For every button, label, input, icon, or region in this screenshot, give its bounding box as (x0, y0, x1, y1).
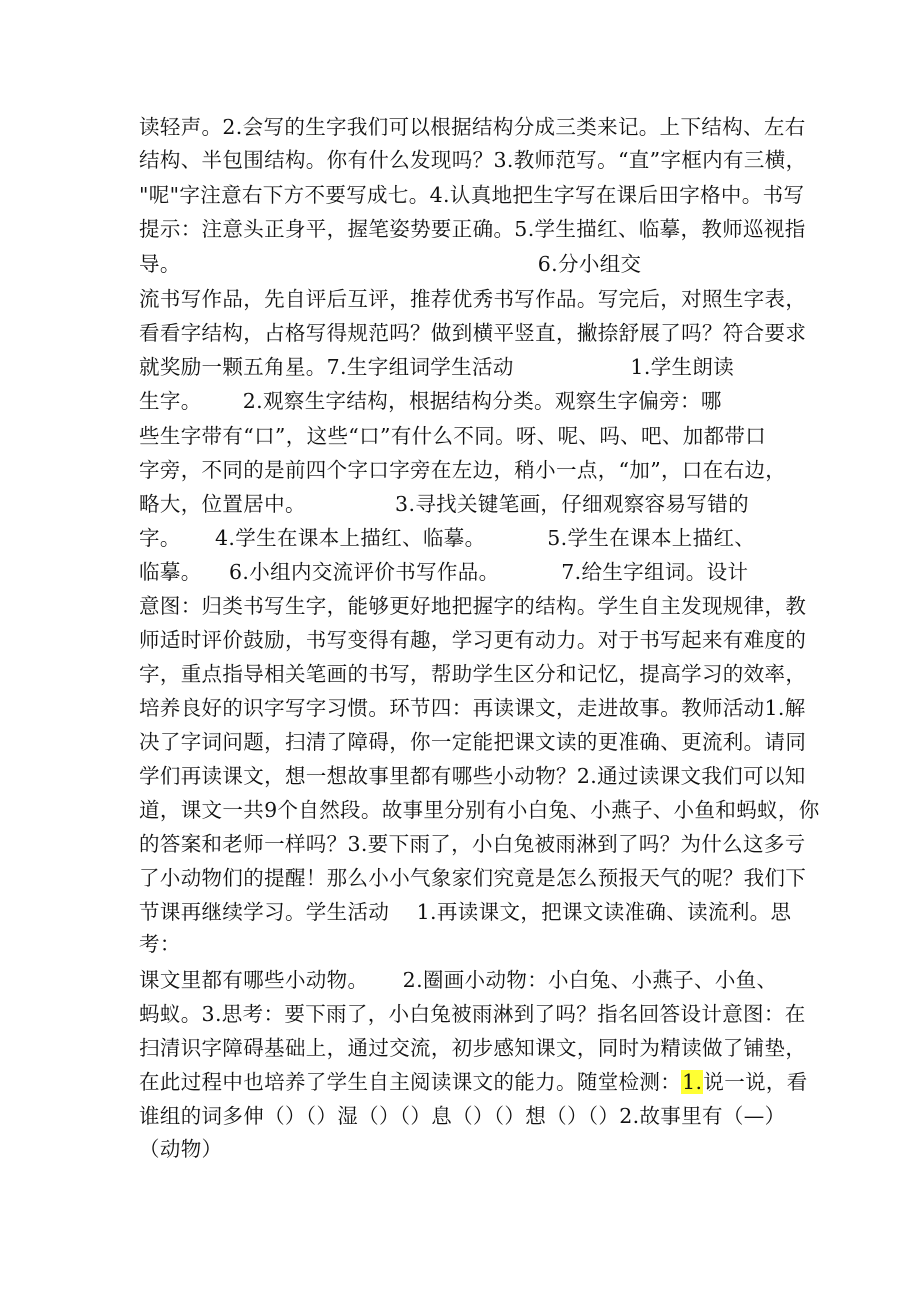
text-line: 节课再继续学习。学生活动 1.再读课文，把课文读准确、读流利。思 (139, 900, 792, 924)
text-line: 提示：注意头正身平，握笔姿势要正确。5.学生描红、临摹，教师巡视指 (139, 217, 806, 241)
text-line (139, 1067, 808, 1097)
text-line: 临摹。 6.小组内交流评价书写作品。 7.给生字组词。设计 (139, 560, 749, 584)
text-line: 扫清识字障碍基础上，通过交流，初步感知课文，同时为精读做了铺垫， (139, 1036, 807, 1060)
text-line: 流书写作品，先自评后互评，推荐优秀书写作品。写完后，对照生字表， (139, 287, 807, 311)
text-line: "呢"字注意右下方不要写成七。4.认真地把生字写在课后田字格中。书写 (139, 183, 805, 207)
text-line: 看看字结构，占格写得规范吗？做到横平竖直，撇捺舒展了吗？符合要求 (139, 321, 807, 345)
text-line: （动物） (139, 1137, 223, 1161)
text-line: 培养良好的识字写字习惯。环节四：再读课文，走进故事。教师活动1.解 (139, 696, 806, 720)
text-line: 意图：归类书写生字，能够更好地把握字的结构。学生自主发现规律，教 (139, 594, 807, 618)
text-line: 些生字带有“口”，这些“口”有什么不同。呀、呢、吗、吧、加都带口 (139, 424, 767, 448)
text-line: 就奖励一颗五角星。7.生字组词学生活动 1.学生朗读 (139, 355, 735, 379)
text-segment: 说一说，看 (703, 1070, 808, 1094)
text-line: 的答案和老师一样吗？3.要下雨了，小白兔被雨淋到了吗？为什么这多亏 (139, 832, 806, 856)
text-line: 谁组的词多伸（）（）湿（）（）息（）（）想（）（）2.故事里有（—） (139, 1104, 786, 1128)
text-line: 字，重点指导相关笔画的书写，帮助学生区分和记忆，提高学习的效率， (139, 662, 807, 686)
text-line: 道，课文一共9个自然段。故事里分别有小白兔、小燕子、小鱼和蚂蚁，你 (139, 798, 820, 822)
text-line: 读轻声。2.会写的生字我们可以根据结构分成三类来记。上下结构、左右 (139, 115, 806, 139)
text-line: 考： (139, 932, 181, 956)
text-line: 课文里都有哪些小动物。 2.圈画小动物：小白兔、小燕子、小鱼、 (139, 968, 778, 992)
text-line: 生字。 2.观察生字结构，根据结构分类。观察生字偏旁：哪 (139, 389, 722, 413)
text-line: 导。 6.分小组交 (139, 252, 642, 276)
highlighted-text: 1. (682, 1070, 703, 1094)
text-line: 师适时评价鼓励，书写变得有趣，学习更有动力。对于书写起来有难度的 (139, 628, 807, 652)
text-line: 蚂蚁。3.思考：要下雨了，小白兔被雨淋到了吗？指名回答设计意图：在 (139, 1002, 806, 1026)
text-segment: 在此过程中也培养了学生自主阅读课文的能力。随堂检测： (139, 1070, 682, 1094)
text-line: 决了字词问题，扫清了障碍，你一定能把课文读的更准确、更流利。请同 (139, 730, 807, 754)
text-line: 字。 4.学生在课本上描红、临摹。 5.学生在课本上描红、 (139, 526, 756, 550)
text-line: 字旁，不同的是前四个字口字旁在左边，稍小一点，“加”，口在右边， (139, 458, 787, 482)
text-line: 学们再读课文，想一想故事里都有哪些小动物？2.通过读课文我们可以知 (139, 764, 806, 788)
text-line: 了小动物们的提醒！那么小小气象家们究竟是怎么预报天气的呢？我们下 (139, 866, 807, 890)
text-line: 略大，位置居中。 3.寻找关键笔画，仔细观察容易写错的 (139, 492, 749, 516)
text-line: 结构、半包围结构。你有什么发现吗？3.教师范写。“直”字框内有三横， (139, 148, 807, 172)
